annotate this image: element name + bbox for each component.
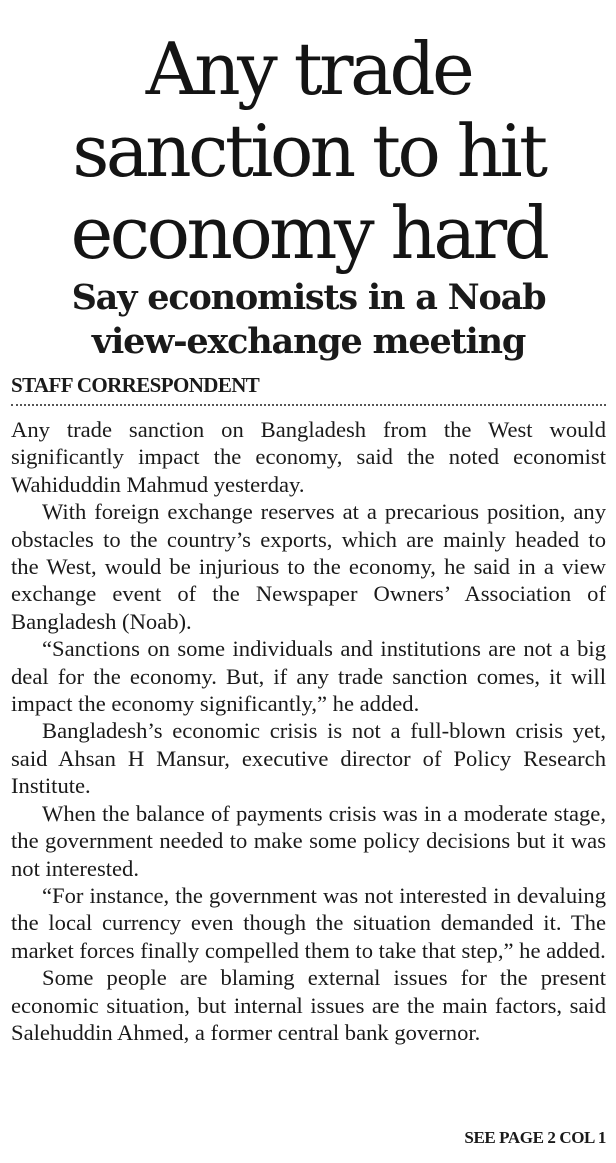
body-paragraph: Any trade sanction on Bangladesh from the West would significantly impact the economy, said the noted economist Wahiduddin Mahmud yesterday. bbox=[11, 417, 606, 497]
headline bbox=[11, 0, 606, 274]
byline: STAFF CORRESPONDENT bbox=[11, 373, 260, 397]
body-paragraph: “For instance, the government was not interested in devaluing the local currency even though the situation demanded it. The market forces finally compelled them to take that step,” he added. bbox=[11, 882, 606, 963]
subheadline-line: view-exchange meeting bbox=[91, 321, 526, 362]
article-body bbox=[11, 416, 606, 1046]
byline-divider bbox=[11, 404, 606, 406]
headline-line: sanction to hit bbox=[72, 109, 545, 193]
body-paragraph: When the balance of payments crisis was in a moderate stage, the government needed to make some policy decisions but it was not interested. bbox=[11, 800, 606, 881]
body-paragraph: With foreign exchange reserves at a precarious position, any obstacles to the country’s exports, which are mainly headed to the West, would be injurious to the economy, he said in a view exchange event of the Newspaper Owners’ Association of Bangladesh (Noab). bbox=[11, 499, 606, 634]
body-paragraph: Some people are blaming external issues for the present economic situation, but internal issues are the main factors, said Salehuddin Ahmed, a former central bank governor. bbox=[11, 965, 606, 1045]
body-paragraph: Bangladesh’s economic crisis is not a full-blown crisis yet, said Ahsan H Mansur, executive director of Policy Research Institute. bbox=[11, 718, 606, 799]
subheadline bbox=[11, 276, 606, 364]
body-paragraph: “Sanctions on some individuals and institutions are not a big deal for the economy. But, if any trade sanction comes, it will impact the economy significantly,” he added. bbox=[11, 636, 606, 717]
headline-line: Any trade bbox=[145, 27, 472, 111]
continuation-reference: SEE PAGE 2 COL 1 bbox=[464, 1128, 606, 1147]
subheadline-line: Say economists in a Noab bbox=[71, 277, 546, 318]
headline-line: economy hard bbox=[70, 191, 547, 275]
